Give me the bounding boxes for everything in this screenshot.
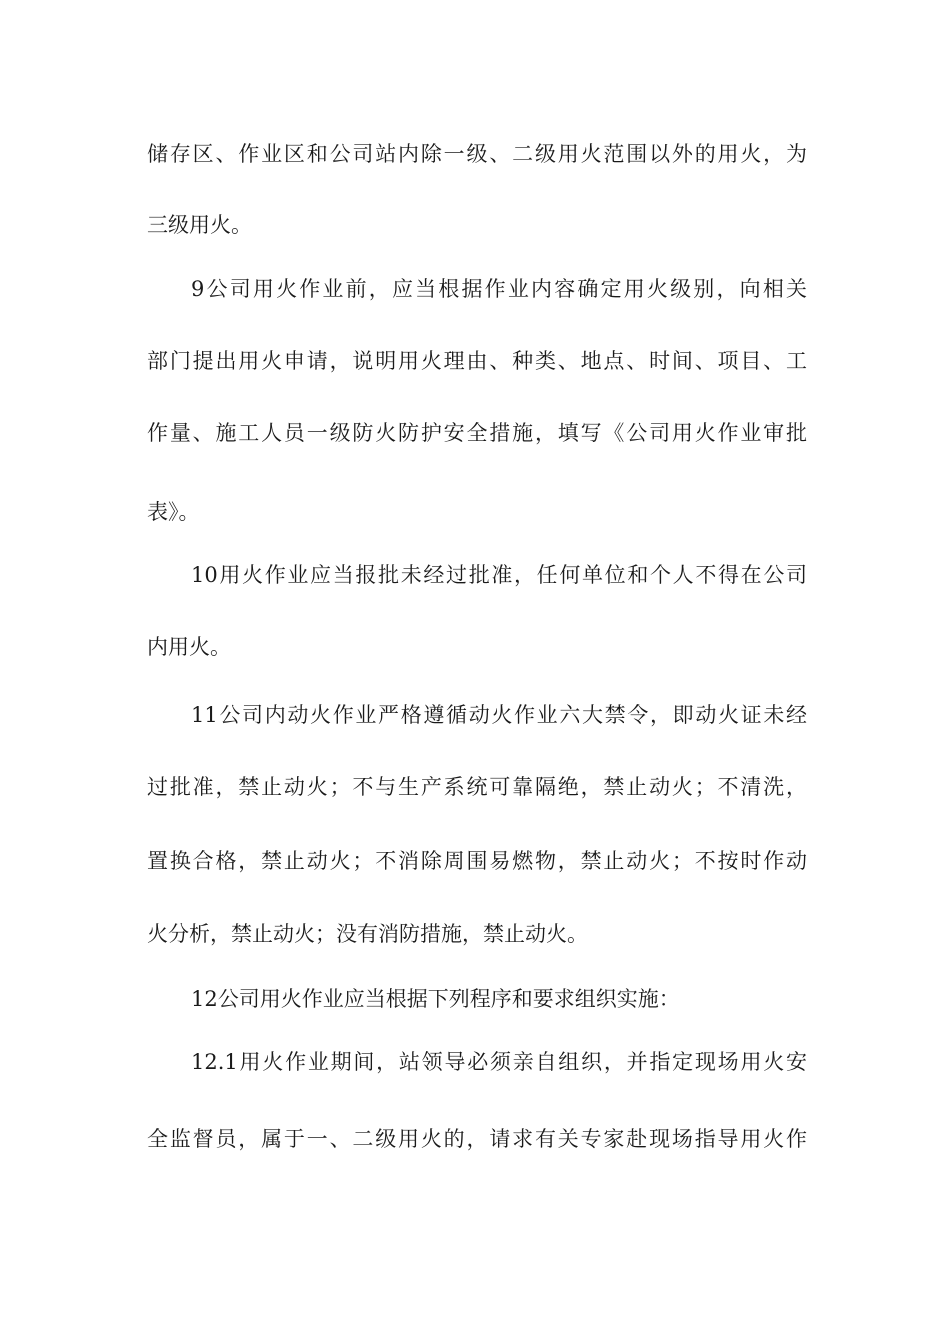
- paragraph-line: 作量、施工人员一级防火防护安全措施，填写《公司用火作业审批: [147, 421, 807, 445]
- paragraph-line: 全监督员，属于一、二级用火的，请求有关专家赴现场指导用火作: [147, 1127, 807, 1151]
- paragraph-line: 12公司用火作业应当根据下列程序和要求组织实施：: [191, 987, 680, 1011]
- paragraph-line: 储存区、作业区和公司站内除一级、二级用火范围以外的用火，为: [147, 142, 807, 166]
- paragraph-line: 内用火。: [147, 635, 231, 659]
- paragraph-line: 部门提出用火申请，说明用火理由、种类、地点、时间、项目、工: [147, 349, 807, 373]
- paragraph-line: 置换合格，禁止动火；不消除周围易燃物，禁止动火；不按时作动: [147, 849, 807, 873]
- paragraph-line: 火分析，禁止动火；没有消防措施，禁止动火。: [147, 922, 588, 946]
- paragraph-line: 10用火作业应当报批未经过批准，任何单位和个人不得在公司: [191, 563, 807, 587]
- paragraph-line: 三级用火。: [147, 213, 252, 237]
- paragraph-line: 9公司用火作业前，应当根据作业内容确定用火级别，向相关: [191, 277, 807, 301]
- paragraph-line: 11公司内动火作业严格遵循动火作业六大禁令，即动火证未经: [191, 703, 807, 727]
- paragraph-line: 表》。: [147, 500, 200, 524]
- paragraph-line: 过批准，禁止动火；不与生产系统可靠隔绝，禁止动火；不清洗，: [147, 775, 807, 799]
- paragraph-line: 12.1用火作业期间，站领导必须亲自组织，并指定现场用火安: [191, 1050, 807, 1074]
